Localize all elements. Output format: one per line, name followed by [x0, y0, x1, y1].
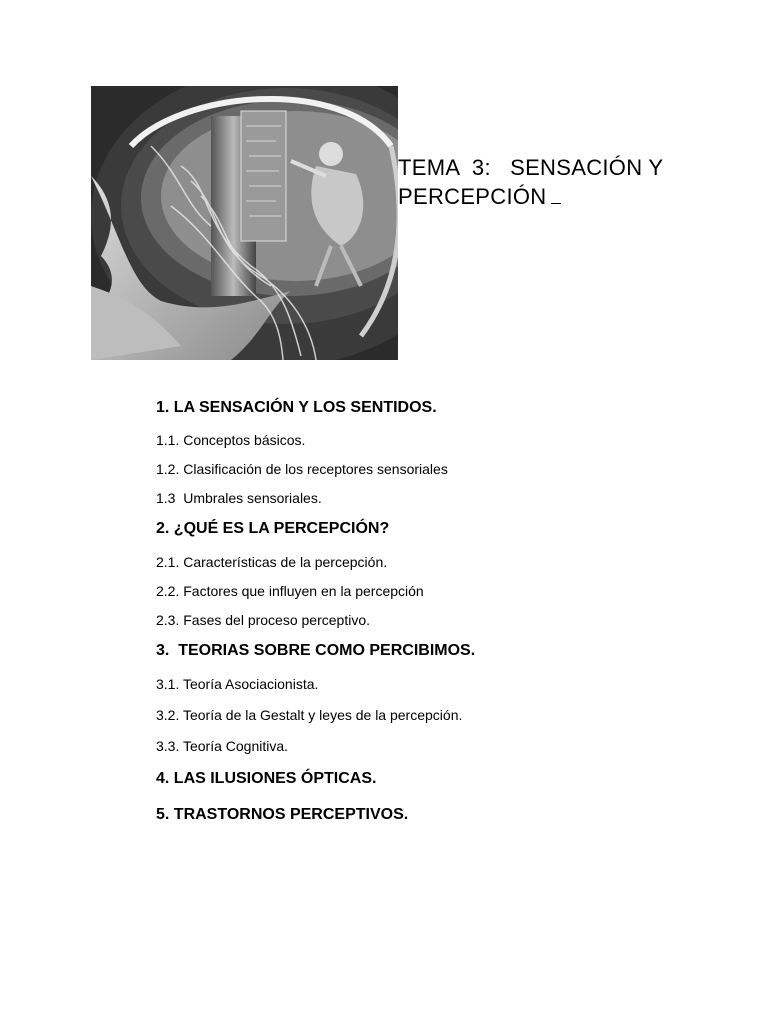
section-3-2: 3.2. Teoría de la Gestalt y leyes de la percepción. [156, 707, 463, 723]
section-1-heading: 1. LA SENSACIÓN Y LOS SENTIDOS. [156, 399, 437, 416]
section-4-heading: 4. LAS ILUSIONES ÓPTICAS. [156, 770, 377, 787]
section-3-1: 3.1. Teoría Asociacionista. [156, 676, 319, 692]
title-line-1: TEMA 3: SENSACIÓN Y [398, 155, 664, 180]
title-line-2: PERCEPCIÓN [398, 184, 547, 209]
section-2-heading: 2. ¿QUÉ ES LA PERCEPCIÓN? [156, 520, 390, 537]
title-underline-mark [551, 185, 561, 204]
section-5-heading: 5. TRASTORNOS PERCEPTIVOS. [156, 806, 409, 823]
section-1-2: 1.2. Clasificación de los receptores sensoriales [156, 461, 448, 477]
brain-illustration-icon [91, 86, 398, 360]
section-3-3: 3.3. Teoría Cognitiva. [156, 738, 289, 754]
cover-illustration [91, 86, 398, 360]
section-2-2: 2.2. Factores que influyen en la percepción [156, 583, 424, 599]
section-3-heading: 3. TEORIAS SOBRE COMO PERCIBIMOS. [156, 642, 476, 659]
section-1-1: 1.1. Conceptos básicos. [156, 432, 306, 448]
section-2-1: 2.1. Características de la percepción. [156, 554, 388, 570]
section-2-3: 2.3. Fases del proceso perceptivo. [156, 612, 371, 628]
page-title [398, 153, 698, 211]
section-1-3: 1.3 Umbrales sensoriales. [156, 490, 322, 506]
